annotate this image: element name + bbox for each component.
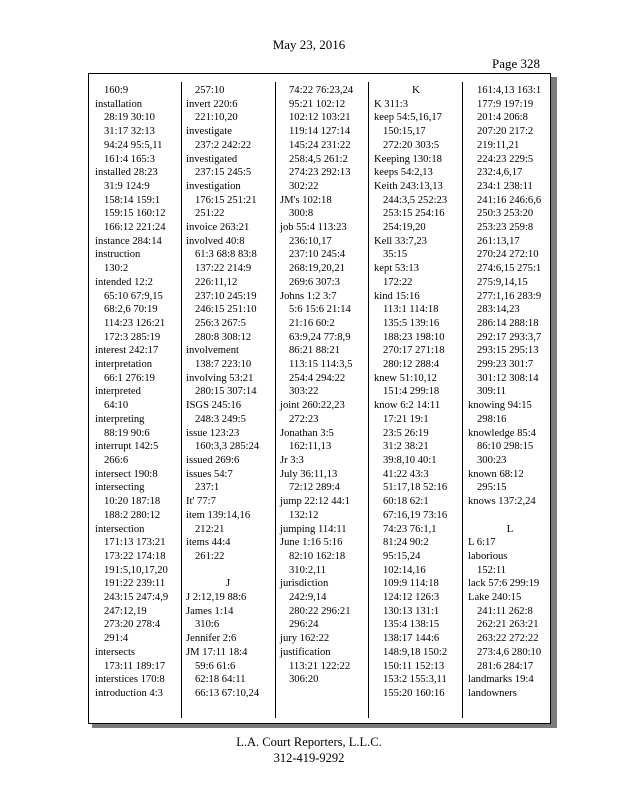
index-reference: 281:6 284:17 bbox=[477, 660, 534, 672]
index-reference: 310:6 bbox=[195, 619, 220, 631]
index-entry: interrupt 142:5 bbox=[95, 441, 159, 453]
index-reference: 138:17 144:6 bbox=[383, 633, 440, 645]
index-entry: items 44:4 bbox=[186, 537, 231, 549]
index-reference: 102:12 103:21 bbox=[289, 112, 351, 124]
index-reference: 272:23 bbox=[289, 413, 319, 425]
index-reference: 272:20 303:5 bbox=[383, 139, 440, 151]
index-reference: 256:3 267:5 bbox=[195, 317, 246, 329]
index-reference: 274:23 292:13 bbox=[289, 167, 351, 179]
index-reference: 130:13 131:1 bbox=[383, 605, 440, 617]
index-reference: 188:2 280:12 bbox=[104, 509, 161, 521]
index-entry: interpreting bbox=[95, 413, 145, 425]
index-reference: 295:15 bbox=[477, 482, 507, 494]
index-entry: June 1:16 5:16 bbox=[280, 537, 343, 549]
index-reference: 273:4,6 280:10 bbox=[477, 646, 542, 658]
index-reference: 188:23 198:10 bbox=[383, 331, 445, 343]
index-entry: landowners bbox=[468, 687, 517, 699]
index-reference: 86:21 88:21 bbox=[289, 345, 340, 357]
index-reference: 301:12 308:14 bbox=[477, 372, 539, 384]
index-entry: laborious bbox=[468, 550, 508, 562]
index-reference: 251:22 bbox=[195, 208, 225, 220]
index-column-3 bbox=[280, 84, 353, 687]
index-reference: 21:16 60:2 bbox=[289, 317, 335, 329]
index-entry: Jr 3:3 bbox=[280, 454, 304, 466]
index-entry: Johns 1:2 3:7 bbox=[280, 290, 337, 302]
index-reference: 35:15 bbox=[383, 249, 408, 261]
index-entry: knowledge 85:4 bbox=[468, 427, 536, 439]
index-entry: justification bbox=[280, 646, 331, 658]
index-entry: JM 17:11 18:4 bbox=[186, 646, 248, 658]
index-reference: 67:16,19 73:16 bbox=[383, 509, 448, 521]
letter-heading: L bbox=[506, 522, 514, 535]
index-reference: 162:11,13 bbox=[289, 441, 332, 453]
index-reference: 303:22 bbox=[289, 386, 319, 398]
index-reference: 95:15,24 bbox=[383, 550, 421, 562]
index-reference: 82:10 162:18 bbox=[289, 550, 346, 562]
index-reference: 292:17 293:3,7 bbox=[477, 331, 542, 343]
index-entry: jury 162:22 bbox=[280, 633, 330, 645]
index-entry: issued 269:6 bbox=[186, 454, 240, 466]
index-entry: keeps 54:2,13 bbox=[374, 167, 433, 179]
index-reference: 241:11 262:8 bbox=[477, 605, 533, 617]
index-entry: know 6:2 14:11 bbox=[374, 400, 441, 412]
index-reference: 102:14,16 bbox=[383, 564, 426, 576]
index-reference: 263:22 272:22 bbox=[477, 633, 539, 645]
index-entry: Jonathan 3:5 bbox=[280, 427, 334, 439]
column-divider bbox=[368, 82, 369, 718]
index-reference: 291:4 bbox=[104, 633, 129, 645]
index-reference: 64:10 bbox=[104, 400, 129, 412]
index-entry: JM's 102:18 bbox=[280, 194, 332, 206]
index-reference: 160:9 bbox=[104, 85, 129, 96]
index-reference: 300:23 bbox=[477, 454, 507, 466]
index-entry: involved 40:8 bbox=[186, 235, 245, 247]
index-entry: interpretation bbox=[95, 359, 153, 371]
index-reference: 253:23 259:8 bbox=[477, 222, 534, 234]
index-reference: 72:12 289:4 bbox=[289, 482, 340, 494]
index-entry: interest 242:17 bbox=[95, 345, 159, 357]
index-entry: Kell 33:7,23 bbox=[374, 235, 427, 247]
index-entry: installation bbox=[95, 98, 143, 110]
index-reference: 135:4 138:15 bbox=[383, 619, 440, 631]
index-entry: ISGS 245:16 bbox=[186, 400, 242, 412]
index-reference: 270:24 272:10 bbox=[477, 249, 539, 261]
index-reference: 226:11,12 bbox=[195, 276, 238, 288]
index-reference: 248:3 249:5 bbox=[195, 413, 246, 425]
index-reference: 124:12 126:3 bbox=[383, 592, 440, 604]
index-reference: 269:6 307:3 bbox=[289, 276, 340, 288]
index-reference: 302:22 bbox=[289, 180, 319, 192]
index-reference: 59:6 61:6 bbox=[195, 660, 236, 672]
index-reference: 61:3 68:8 83:8 bbox=[195, 249, 257, 261]
index-reference: 65:10 67:9,15 bbox=[104, 290, 163, 302]
index-reference: 274:6,15 275:1 bbox=[477, 263, 542, 275]
index-entry: Lake 240:15 bbox=[468, 592, 522, 604]
index-reference: 74:23 76:1,1 bbox=[383, 523, 437, 535]
index-entry: K 311:3 bbox=[374, 98, 409, 110]
index-reference: 266:6 bbox=[104, 454, 129, 466]
index-reference: 262:21 263:21 bbox=[477, 619, 539, 631]
index-reference: 286:14 288:18 bbox=[477, 317, 539, 329]
index-reference: 86:10 298:15 bbox=[477, 441, 534, 453]
index-column-2 bbox=[186, 84, 270, 701]
index-reference: 109:9 114:18 bbox=[383, 578, 439, 590]
index-reference: 135:5 139:16 bbox=[383, 317, 440, 329]
index-entry: intersects bbox=[95, 646, 136, 658]
index-reference: 254:4 294:22 bbox=[289, 372, 346, 384]
index-entry bbox=[468, 509, 552, 523]
column-divider bbox=[275, 82, 276, 718]
index-reference: 191:5,10,17,20 bbox=[104, 564, 168, 576]
index-entry: investigate bbox=[186, 126, 232, 138]
index-reference: 293:15 295:13 bbox=[477, 345, 539, 357]
index-reference: 113:21 122:22 bbox=[289, 660, 351, 672]
index-reference: 237:1 bbox=[195, 482, 220, 494]
index-reference: 237:15 245:5 bbox=[195, 167, 252, 179]
page-number: Page 328 bbox=[492, 56, 541, 71]
index-reference: 10:20 187:18 bbox=[104, 496, 161, 508]
index-reference: 113:1 114:18 bbox=[383, 304, 439, 316]
index-reference: 23:5 26:19 bbox=[383, 427, 429, 439]
index-reference: 201:4 206:8 bbox=[477, 112, 528, 124]
index-reference: 270:17 271:18 bbox=[383, 345, 445, 357]
index-reference: 177:9 197:19 bbox=[477, 98, 534, 110]
index-reference: 88:19 90:6 bbox=[104, 427, 150, 439]
index-reference: 221:10,20 bbox=[195, 112, 238, 124]
index-entry: involvement bbox=[186, 345, 239, 357]
index-reference: 81:24 90:2 bbox=[383, 537, 429, 549]
index-entry: invert 220:6 bbox=[186, 98, 238, 110]
index-entry: Keeping 130:18 bbox=[374, 153, 442, 165]
index-entry bbox=[186, 564, 270, 578]
index-reference: 62:18 64:11 bbox=[195, 674, 246, 686]
index-entry: job 55:4 113:23 bbox=[280, 222, 347, 234]
index-reference: 283:14,23 bbox=[477, 304, 520, 316]
index-reference: 306:20 bbox=[289, 674, 319, 686]
column-divider bbox=[181, 82, 182, 718]
footer-company: L.A. Court Reporters, L.L.C. bbox=[236, 735, 382, 749]
index-reference: 280:12 288:4 bbox=[383, 359, 440, 371]
index-entry: investigation bbox=[186, 180, 241, 192]
index-reference: 113:15 114:3,5 bbox=[289, 359, 353, 371]
index-reference: 237:2 242:22 bbox=[195, 139, 252, 151]
index-reference: 237:10 245:4 bbox=[289, 249, 346, 261]
index-reference: 153:2 155:3,11 bbox=[383, 674, 447, 686]
index-reference: 152:11 bbox=[477, 564, 507, 576]
index-reference: 236:10,17 bbox=[289, 235, 332, 247]
index-reference: 244:3,5 252:23 bbox=[383, 194, 448, 206]
index-entry: intended 12:2 bbox=[95, 276, 153, 288]
index-reference: 257:10 bbox=[195, 85, 225, 96]
index-reference: 161:4 165:3 bbox=[104, 153, 155, 165]
index-entry: intersecting bbox=[95, 482, 145, 494]
index-entry: jumping 114:11 bbox=[280, 523, 347, 535]
index-entry: lack 57:6 299:19 bbox=[468, 578, 540, 590]
index-reference: 51:17,18 52:16 bbox=[383, 482, 448, 494]
index-reference: 268:19,20,21 bbox=[289, 263, 345, 275]
index-entry: knew 51:10,12 bbox=[374, 372, 437, 384]
index-reference: 298:16 bbox=[477, 413, 507, 425]
index-reference: 309:11 bbox=[477, 386, 507, 398]
index-entry: installed 28:23 bbox=[95, 167, 158, 179]
index-reference: 207:20 217:2 bbox=[477, 126, 534, 138]
index-box bbox=[88, 73, 551, 724]
index-entry: knowing 94:15 bbox=[468, 400, 532, 412]
index-reference: 166:12 221:24 bbox=[104, 222, 166, 234]
index-entry: J 2:12,19 88:6 bbox=[186, 592, 247, 604]
index-reference: 66:1 276:19 bbox=[104, 372, 155, 384]
index-entry: known 68:12 bbox=[468, 468, 524, 480]
index-reference: 150:11 152:13 bbox=[383, 660, 445, 672]
index-entry: Jennifer 2:6 bbox=[186, 633, 237, 645]
index-reference: 132:12 bbox=[289, 509, 319, 521]
index-reference: 242:9,14 bbox=[289, 592, 327, 604]
index-reference: 151:4 299:18 bbox=[383, 386, 440, 398]
index-entry: jump 22:12 44:1 bbox=[280, 496, 351, 508]
index-reference: 212:21 bbox=[195, 523, 225, 535]
index-entry: interstices 170:8 bbox=[95, 674, 165, 686]
index-reference: 224:23 229:5 bbox=[477, 153, 534, 165]
index-entry: landmarks 19:4 bbox=[468, 674, 534, 686]
index-reference: 258:4,5 261:2 bbox=[289, 153, 348, 165]
index-entry: instance 284:14 bbox=[95, 235, 162, 247]
index-entry: It' 77:7 bbox=[186, 496, 216, 508]
index-entry: item 139:14,16 bbox=[186, 509, 251, 521]
index-reference: 41:22 43:3 bbox=[383, 468, 429, 480]
index-entry: investigated bbox=[186, 153, 238, 165]
index-reference: 171:13 173:21 bbox=[104, 537, 166, 549]
index-entry: kind 15:16 bbox=[374, 290, 420, 302]
index-entry: keep 54:5,16,17 bbox=[374, 112, 442, 124]
index-reference: 241:16 246:6,6 bbox=[477, 194, 542, 206]
index-reference: 172:3 285:19 bbox=[104, 331, 161, 343]
index-reference: 172:22 bbox=[383, 276, 413, 288]
index-reference: 277:1,16 283:9 bbox=[477, 290, 542, 302]
index-reference: 148:9,18 150:2 bbox=[383, 646, 448, 658]
index-reference: 74:22 76:23,24 bbox=[289, 85, 354, 96]
index-reference: 253:15 254:16 bbox=[383, 208, 445, 220]
index-entry: joint 260:22,23 bbox=[280, 400, 345, 412]
index-reference: 261:13,17 bbox=[477, 235, 520, 247]
index-entry: introduction 4:3 bbox=[95, 687, 163, 699]
index-reference: 28:19 30:10 bbox=[104, 112, 155, 124]
index-reference: 173:11 189:17 bbox=[104, 660, 166, 672]
index-entry: L 6:17 bbox=[468, 537, 496, 549]
index-reference: 137:22 214:9 bbox=[195, 263, 252, 275]
index-reference: 234:1 238:11 bbox=[477, 180, 533, 192]
index-reference: 31:9 124:9 bbox=[104, 180, 150, 192]
index-reference: 243:15 247:4,9 bbox=[104, 592, 169, 604]
index-reference: 232:4,6,17 bbox=[477, 167, 523, 179]
index-reference: 300:8 bbox=[289, 208, 314, 220]
index-entry: interpreted bbox=[95, 386, 141, 398]
index-reference: 247:12,19 bbox=[104, 605, 147, 617]
index-entry: knows 137:2,24 bbox=[468, 496, 536, 508]
index-reference: 176:15 251:21 bbox=[195, 194, 257, 206]
index-reference: 94:24 95:5,11 bbox=[104, 139, 163, 151]
index-reference: 130:2 bbox=[104, 263, 129, 275]
index-reference: 119:14 127:14 bbox=[289, 126, 351, 138]
index-reference: 145:24 231:22 bbox=[289, 139, 351, 151]
index-reference: 250:3 253:20 bbox=[477, 208, 534, 220]
index-reference: 160:3,3 285:24 bbox=[195, 441, 260, 453]
index-entry: involving 53:21 bbox=[186, 372, 254, 384]
index-entry: James 1:14 bbox=[186, 605, 234, 617]
index-reference: 60:18 62:1 bbox=[383, 496, 429, 508]
index-reference: 261:22 bbox=[195, 550, 225, 562]
index-column-4 bbox=[374, 84, 458, 701]
index-reference: 155:20 160:16 bbox=[383, 687, 445, 699]
index-reference: 68:2,6 70:19 bbox=[104, 304, 158, 316]
index-entry: July 36:11,13 bbox=[280, 468, 338, 480]
index-reference: 254:19,20 bbox=[383, 222, 426, 234]
index-reference: 273:20 278:4 bbox=[104, 619, 161, 631]
index-entry: intersect 190:8 bbox=[95, 468, 158, 480]
index-frame bbox=[88, 73, 551, 724]
index-reference: 280:22 296:21 bbox=[289, 605, 351, 617]
index-reference: 275:9,14,15 bbox=[477, 276, 528, 288]
index-reference: 63:9,24 77:8,9 bbox=[289, 331, 351, 343]
index-reference: 150:15,17 bbox=[383, 126, 426, 138]
index-reference: 95:21 102:12 bbox=[289, 98, 346, 110]
index-reference: 39:8,10 40:1 bbox=[383, 454, 437, 466]
index-reference: 280:8 308:12 bbox=[195, 331, 252, 343]
transcript-date: May 23, 2016 bbox=[272, 37, 346, 52]
index-column-1 bbox=[95, 84, 168, 701]
index-entry: issues 54:7 bbox=[186, 468, 233, 480]
index-entry: invoice 263:21 bbox=[186, 222, 250, 234]
index-reference: 138:7 223:10 bbox=[195, 359, 252, 371]
index-reference: 158:14 159:1 bbox=[104, 194, 161, 206]
index-reference: 159:15 160:12 bbox=[104, 208, 166, 220]
index-reference: 296:24 bbox=[289, 619, 319, 631]
index-entry: instruction bbox=[95, 249, 141, 261]
index-reference: 280:15 307:14 bbox=[195, 386, 257, 398]
index-entry: kept 53:13 bbox=[374, 263, 420, 275]
index-reference: 31:2 38:21 bbox=[383, 441, 429, 453]
column-divider bbox=[462, 82, 463, 718]
index-reference: 219:11,21 bbox=[477, 139, 520, 151]
letter-heading: J bbox=[225, 577, 231, 590]
index-reference: 173:22 174:18 bbox=[104, 550, 166, 562]
index-reference: 237:10 245:19 bbox=[195, 290, 257, 302]
index-reference: 246:15 251:10 bbox=[195, 304, 257, 316]
index-column-5 bbox=[468, 84, 552, 701]
index-entry: Keith 243:13,13 bbox=[374, 180, 443, 192]
index-reference: 17:21 19:1 bbox=[383, 413, 429, 425]
letter-heading: K bbox=[412, 84, 420, 96]
index-reference: 299:23 301:7 bbox=[477, 359, 534, 371]
index-reference: 191:22 239:11 bbox=[104, 578, 166, 590]
index-reference: 66:13 67:10,24 bbox=[195, 687, 260, 699]
footer-phone: 312-419-9292 bbox=[273, 751, 345, 765]
index-entry: intersection bbox=[95, 523, 145, 535]
index-reference: 5:6 15:6 21:14 bbox=[289, 304, 351, 316]
index-entry: issue 123:23 bbox=[186, 427, 240, 439]
index-reference: 310:2,11 bbox=[289, 564, 326, 576]
index-reference: 161:4,13 163:1 bbox=[477, 85, 542, 96]
index-reference: 114:23 126:21 bbox=[104, 317, 166, 329]
index-reference: 31:17 32:13 bbox=[104, 126, 155, 138]
index-entry: jurisdiction bbox=[280, 578, 329, 590]
